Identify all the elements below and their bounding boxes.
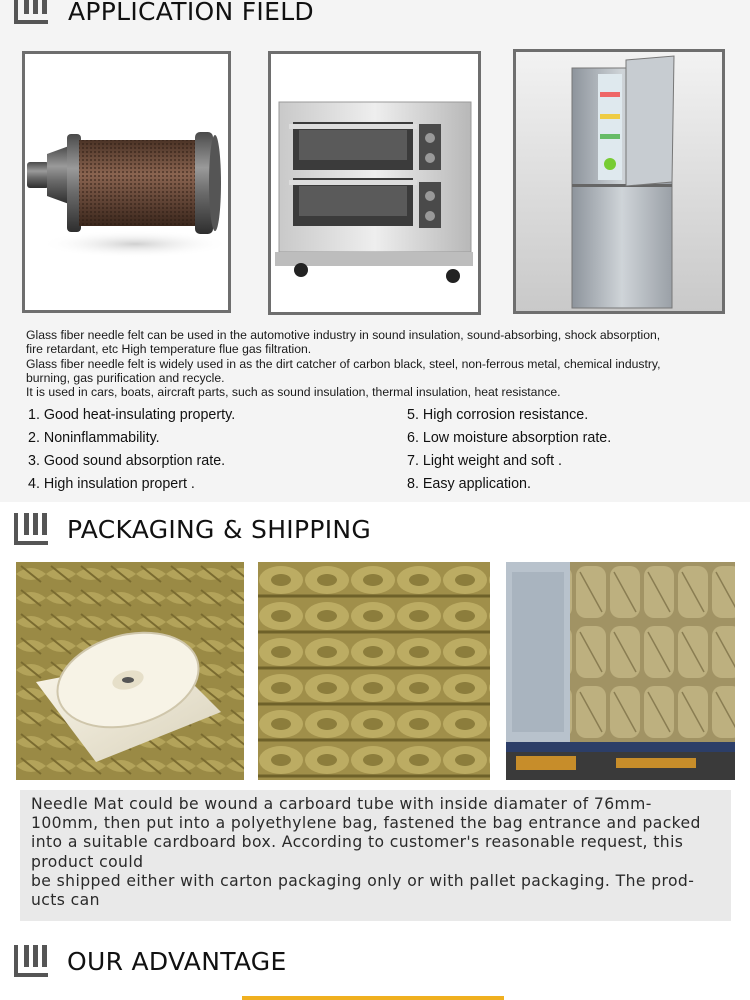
felt-roll-photo [16,562,244,780]
section-header-icon [14,0,50,24]
packaging-description [20,790,731,921]
packaging-line: product could [31,852,144,871]
description-line: Glass fiber needle felt can be used in the automotive industry in sound insulation, sound-absorbing, shock absorption, [26,328,661,342]
feature-item: 6. Low moisture absorption rate. [407,430,612,446]
packaging-line: Needle Mat could be wound a carboard tube with inside diamater of 76mm- [31,795,652,813]
feature-item: 1. Good heat-insulating property. [28,407,236,423]
feature-item: 7. Light weight and soft . [407,453,562,469]
refrigerator-image [513,49,725,314]
description-line: burning, gas purification and recycle. [26,370,225,385]
accent-bar [242,996,504,1000]
feature-item: 8. Easy application. [407,476,531,492]
silencer-image [22,51,231,313]
section-header-icon [14,943,50,977]
description-line: Glass fiber needle felt is widely used in as the dirt catcher of carbon black, steel, non-ferrous metal, chemical industry, [26,356,661,371]
packaging-line: ucts can [31,891,100,910]
feature-item: 2. Noninflammability. [28,430,160,446]
description-line: fire retardant, etc High temperature flue gas filtration. [26,342,312,357]
oven-image [268,51,481,315]
description-line: It is used in cars, boats, aircraft parts, such as sound insulation, thermal insulation, heat resistance. [26,385,561,400]
application-title: APPLICATION FIELD [68,0,314,26]
packaging-line: into a suitable cardboard box. According to customer's reasonable request, this [31,833,684,852]
packaging-line: 100mm, then put into a polyethylene bag, fastened the bag entrance and packed [31,814,701,833]
feature-item: 5. High corrosion resistance. [407,407,589,423]
packaging-line: be shipped either with carton packaging only or with pallet packaging. The prod- [31,871,695,890]
section-header-icon [14,511,50,545]
feature-item: 4. High insulation propert . [28,476,195,492]
container-loading-photo [506,562,735,780]
packaging-title: PACKAGING & SHIPPING [67,515,372,544]
packed-sacks-photo [258,562,490,780]
feature-item: 3. Good sound absorption rate. [28,453,226,469]
advantage-title: OUR ADVANTAGE [67,947,287,976]
advantage-section [0,928,750,1000]
application-description [26,328,726,399]
